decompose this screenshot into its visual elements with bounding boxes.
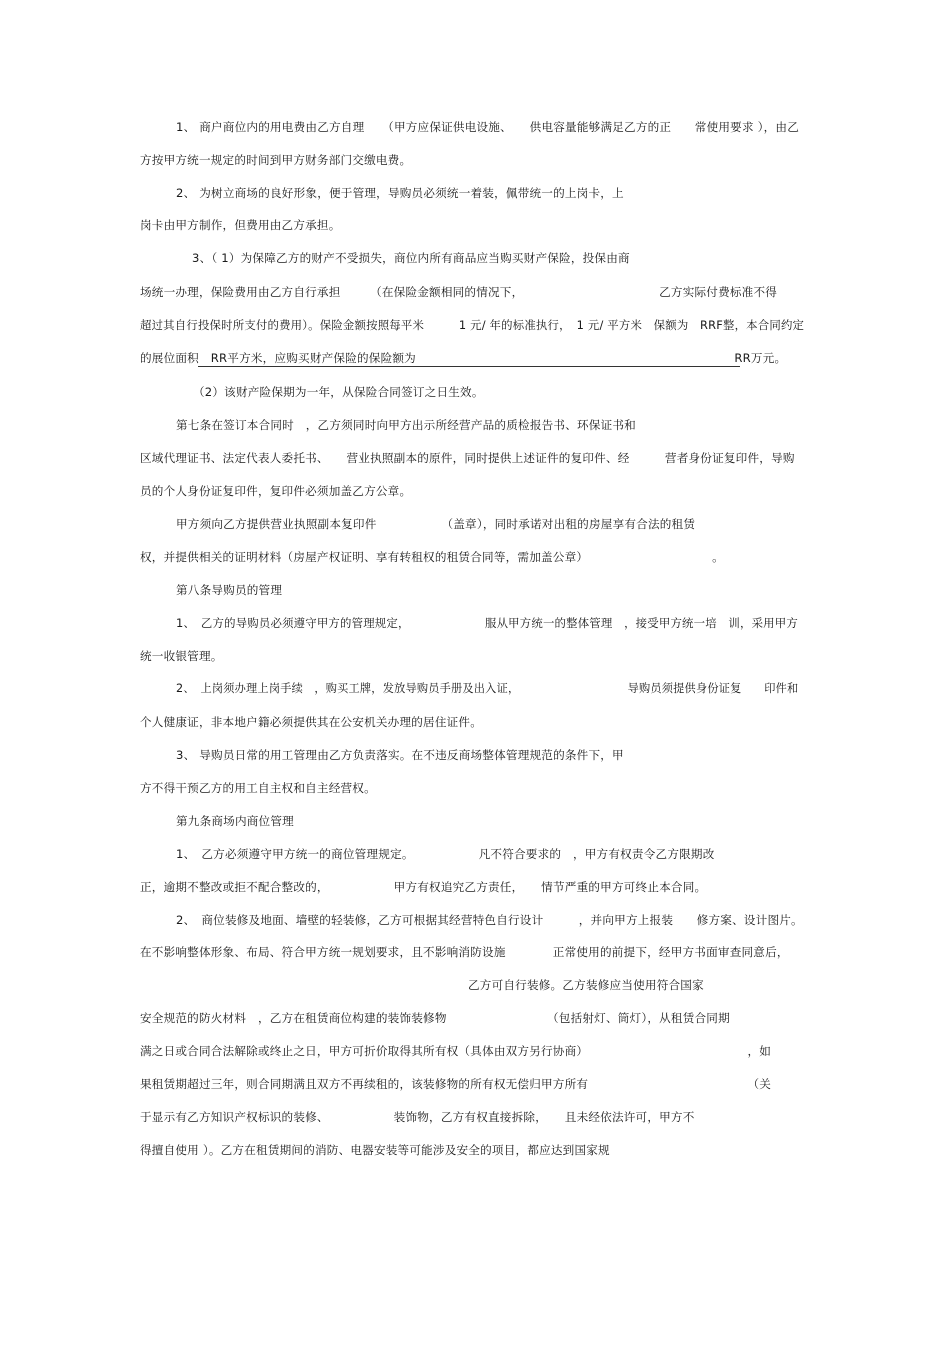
text-line: 2、 上岗须办理上岗手续 ，购买工牌，发放导购员手册及出入证， 导购员须提供身份证复 印件和	[176, 682, 799, 695]
text-line: 方不得干预乙方的用工自主权和自主经营权。	[140, 781, 376, 795]
text-line: 得擅自使用 ）。乙方在租赁期间的消防、电器安装等可能涉及安全的项目，都应达到国家规	[140, 1143, 610, 1157]
text-line: 正，逾期不整改或拒不配合整改的， 甲方有权追究乙方责任， 情节严重的甲方可终止本合同。	[140, 880, 707, 894]
text-line: 3、 导购员日常的用工管理由乙方负责落实。在不违反商场整体管理规范的条件下，甲	[176, 748, 624, 762]
text-line: 员的个人身份证复印件，复印件必须加盖乙方公章。	[140, 484, 412, 498]
text-line: 果租赁期超过三年，则合同期满且双方不再续租的，该装修物的所有权无偿归甲方所有 （关	[140, 1077, 772, 1091]
text-line: 岗卡由甲方制作，但费用由乙方承担。	[140, 218, 341, 232]
text-line: 超过其自行投保时所支付的费用）。保险金额按照每平米 1 元/ 年的标准执行， 1 元/ 平方米 保额为 RRF整，本合同约定	[140, 318, 805, 332]
section-heading: 第九条商场内商位管理	[176, 814, 294, 828]
text-line: 3、（ 1）为保障乙方的财产不受损失，商位内所有商品应当购买财产保险，投保由商	[192, 251, 630, 265]
text-line: 个人健康证，非本地户籍必须提供其在公安机关办理的居住证件。	[140, 715, 483, 729]
text-line: 方按甲方统一规定的时间到甲方财务部门交缴电费。	[140, 153, 412, 167]
text-line: 2、 为树立商场的良好形象，便于管理，导购员必须统一着装，佩带统一的上岗卡，上	[176, 186, 624, 200]
text-line: 1、 乙方的导购员必须遵守甲方的管理规定， 服从甲方统一的整体管理 ，接受甲方统一培 训，采用甲方	[176, 616, 798, 630]
text-line: 2、 商位装修及地面、墙壁的轻装修，乙方可根据其经营特色自行设计 ，并向甲方上报装 修方案、设计图片。	[176, 913, 803, 927]
text-line: 甲方须向乙方提供营业执照副本复印件 （盖章），同时承诺对出租的房屋享有合法的租赁	[176, 517, 696, 531]
text-line: 安全规范的防火材料 ，乙方在租赁商位构建的装饰装修物 （包括射灯、筒灯），从租赁合同期	[140, 1011, 730, 1025]
text-line: 统一收银管理。	[140, 649, 223, 663]
blank-underline	[198, 366, 740, 367]
text-line: 1、 乙方必须遵守甲方统一的商位管理规定。 凡不符合要求的 ，甲方有权责令乙方限期改	[176, 847, 715, 861]
text-line: 场统一办理，保险费用由乙方自行承担 （在保险金额相同的情况下， 乙方实际付费标准不得	[140, 285, 778, 299]
text-line: 区域代理证书、法定代表人委托书、 营业执照副本的原件，同时提供上述证件的复印件、经 营者身份证复印件，导购	[140, 451, 795, 465]
text-line: 权，并提供相关的证明材料（房屋产权证明、享有转租权的租赁合同等，需加盖公章） 。	[140, 550, 724, 564]
text-line: 的展位面积 RR平方米，应购买财产保险的保险额为 RR万元。	[140, 351, 787, 365]
section-heading: 第八条导购员的管理	[176, 583, 283, 597]
text-line: 满之日或合同合法解除或终止之日，甲方可折价取得其所有权（具体由双方另行协商） ，如	[140, 1044, 772, 1058]
text-line: 于显示有乙方知识产权标识的装修、 装饰物，乙方有权直接拆除， 且未经依法许可，甲方不	[140, 1110, 695, 1124]
text-line: （2）该财产险保期为一年，从保险合同签订之日生效。	[193, 385, 484, 399]
text-line: 第七条在签订本合同时 ，乙方须同时向甲方出示所经营产品的质检报告书、环保证书和	[176, 418, 636, 432]
text-line: 在不影响整体形象、布局、符合甲方统一规划要求，且不影响消防设施 正常使用的前提下，经甲方书面审查同意后，	[140, 945, 789, 959]
text-line: 乙方可自行装修。乙方装修应当使用符合国家	[468, 978, 704, 992]
text-line: 1、 商户商位内的用电费由乙方自理 （甲方应保证供电设施、 供电容量能够满足乙方的正 常使用要求 ），由乙	[176, 120, 800, 134]
